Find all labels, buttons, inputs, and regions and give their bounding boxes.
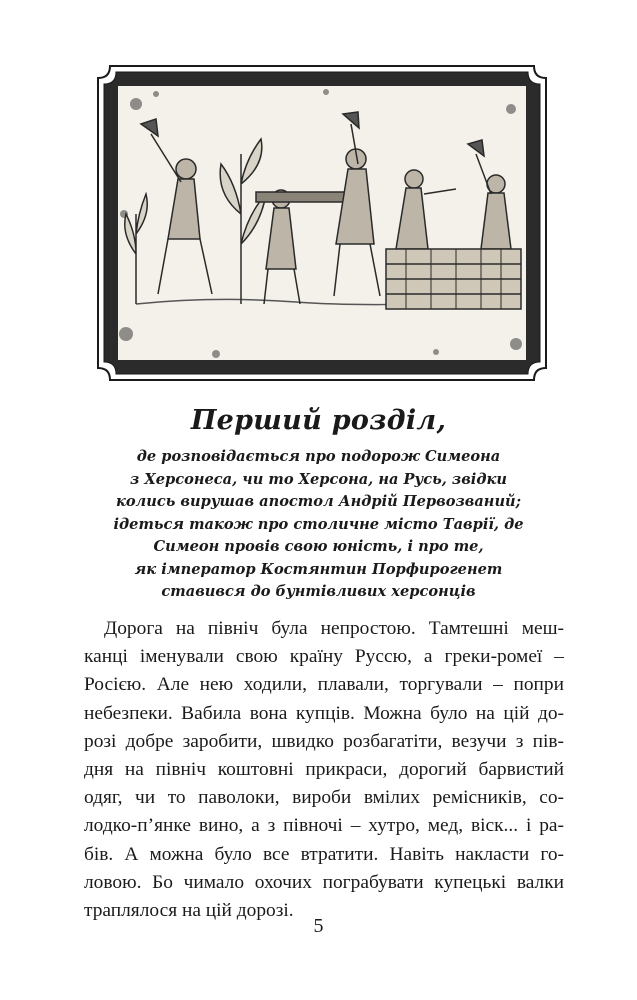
body-line: бів. А можна було все втратити. Навіть накласти го- [84,843,564,865]
subtitle-line: ставився до бунтівливих херсонців [161,583,476,600]
body-line: дня на північ коштовні прикраси, дорогий барвистий [84,758,564,780]
subtitle-line: ідеться також про столичне місто Таврії, де [113,515,524,533]
body-line: Росією. Але нею ходили, плавали, торгували – попри [84,674,564,696]
body-line: небезпеки. Вабила вона купців. Можна було на цій до- [84,702,564,724]
chapter-illustration [96,64,548,382]
subtitle-line: де розповідається про подорож Симеона [136,448,501,465]
body-line: ловою. Бо чимало охочих пограбувати купецькі валки [84,871,564,893]
subtitle-line: колись вирушав апостол Андрій Первозваний; [115,493,522,510]
chapter-title: Перший розділ, [190,405,447,436]
subtitle-line: з Херсонеса, чи то Херсона, на Русь, звідки [130,470,507,488]
subtitle-line: Симеон провів свою юність, і про те, [153,538,484,555]
body-line: лодко-п’янке вино, а з півночі – хутро, мед, віск... і ра- [84,815,564,837]
body-line: канці іменували свою країну Руссю, а греки-ромеї – [84,646,564,668]
body-line: одяг, чи то паволоки, вироби вмілих ремісників, со- [84,787,564,809]
body-line: Дорога на північ була непростою. Тамтешні меш- [104,618,564,639]
chapter-subtitle [80,446,557,604]
body-line: розі добре заробити, швидко розбагатіти, везучи з пів- [84,730,564,752]
body-paragraph [84,615,564,925]
illustration-svg [96,64,548,382]
subtitle-line: як імператор Костянтин Порфирогенет [134,560,503,578]
page-number: 5 [313,915,324,937]
body-line: траплялося на цій дорозі. [84,899,294,921]
